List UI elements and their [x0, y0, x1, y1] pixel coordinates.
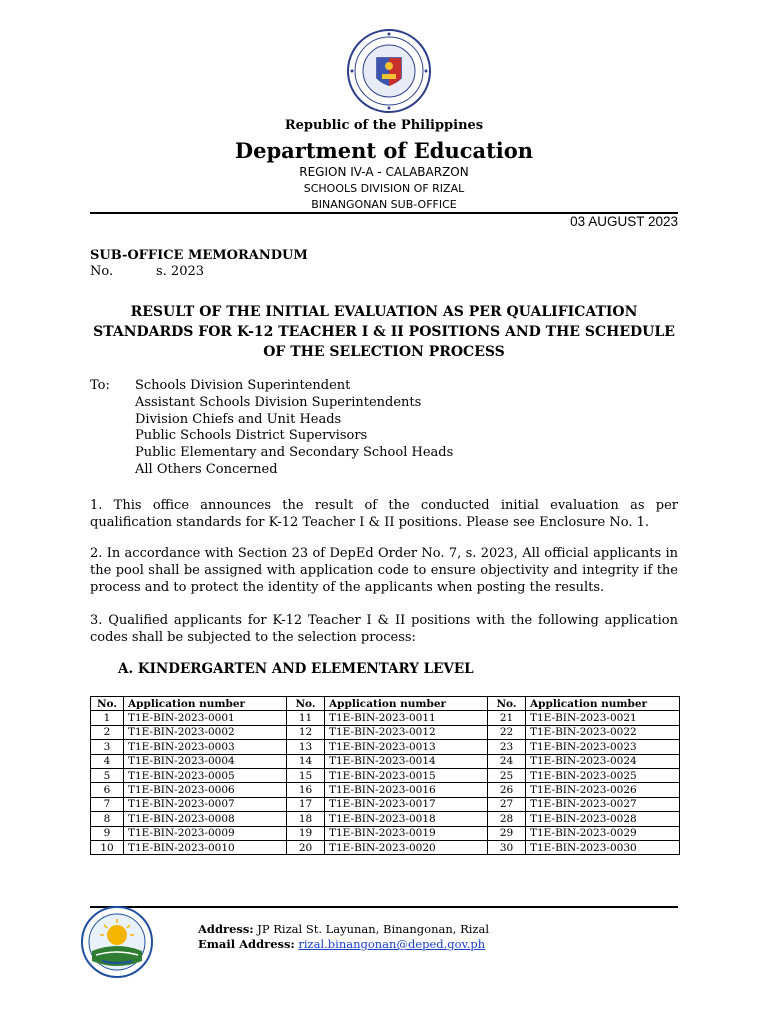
- section-a-heading: A. KINDERGARTEN AND ELEMENTARY LEVEL: [118, 661, 474, 677]
- division-heading: SCHOOLS DIVISION OF RIZAL: [303, 182, 465, 195]
- row-number-cell: 7: [91, 797, 124, 811]
- table-row: [91, 812, 680, 826]
- recipient-item: Public Schools District Supervisors: [135, 428, 368, 444]
- row-number-cell: 11: [287, 711, 325, 725]
- application-number-cell: T1E-BIN-2023-0010: [124, 840, 287, 854]
- application-number-cell: T1E-BIN-2023-0025: [526, 768, 680, 782]
- memo-no-label: No.: [90, 264, 114, 279]
- row-number-cell: 19: [287, 826, 325, 840]
- application-number-cell: T1E-BIN-2023-0001: [124, 711, 287, 725]
- sdo-rizal-logo-icon: [80, 905, 154, 979]
- application-number-cell: T1E-BIN-2023-0006: [124, 783, 287, 797]
- application-number-cell: T1E-BIN-2023-0022: [526, 725, 680, 739]
- application-number-cell: T1E-BIN-2023-0030: [526, 840, 680, 854]
- table-row: [91, 797, 680, 811]
- row-number-cell: 3: [91, 740, 124, 754]
- application-number-cell: T1E-BIN-2023-0023: [526, 740, 680, 754]
- row-number-cell: 30: [488, 840, 526, 854]
- table-row: [91, 826, 680, 840]
- row-number-cell: 23: [488, 740, 526, 754]
- row-number-cell: 8: [91, 812, 124, 826]
- recipient-item: Assistant Schools Division Superintendents: [135, 394, 422, 410]
- recipient-item: Division Chiefs and Unit Heads: [135, 411, 342, 427]
- application-number-cell: T1E-BIN-2023-0003: [124, 740, 287, 754]
- address-label: Address:: [198, 922, 254, 936]
- row-number-cell: 5: [91, 768, 124, 782]
- table-row: [91, 783, 680, 797]
- application-number-cell: T1E-BIN-2023-0012: [325, 725, 488, 739]
- application-number-cell: T1E-BIN-2023-0011: [325, 711, 488, 725]
- table-row: [91, 754, 680, 768]
- application-number-cell: T1E-BIN-2023-0014: [325, 754, 488, 768]
- paragraph-2: 2. In accordance with Section 23 of DepEd Order No. 7, s. 2023, All official applicants in the pool shall be assigned with application code to ensure objectivity and integrity if the process and to protect the identity of the applicants when posting the results.: [90, 546, 678, 595]
- row-number-cell: 17: [287, 797, 325, 811]
- application-number-cell: T1E-BIN-2023-0016: [325, 783, 488, 797]
- table-row: [91, 740, 680, 754]
- table-row: [91, 840, 680, 854]
- row-number-cell: 14: [287, 754, 325, 768]
- application-number-cell: T1E-BIN-2023-0009: [124, 826, 287, 840]
- application-number-cell: T1E-BIN-2023-0029: [526, 826, 680, 840]
- row-number-cell: 20: [287, 840, 325, 854]
- column-header: Application number: [124, 697, 287, 711]
- table-header-row: [91, 697, 680, 711]
- paragraph-1: 1. This office announces the result of the conducted initial evaluation as per qualification standards for K-12 Teacher I & II positions. Please see Enclosure No. 1.: [90, 498, 678, 530]
- application-number-cell: T1E-BIN-2023-0015: [325, 768, 488, 782]
- application-table: [90, 696, 680, 855]
- row-number-cell: 1: [91, 711, 124, 725]
- column-header: Application number: [325, 697, 488, 711]
- row-number-cell: 10: [91, 840, 124, 854]
- application-number-cell: T1E-BIN-2023-0020: [325, 840, 488, 854]
- table-row: [91, 711, 680, 725]
- row-number-cell: 24: [488, 754, 526, 768]
- row-number-cell: 12: [287, 725, 325, 739]
- paragraph-3: 3. Qualified applicants for K-12 Teacher I & II positions with the following application codes shall be subjected to the selection process:: [90, 613, 678, 645]
- application-number-cell: T1E-BIN-2023-0018: [325, 812, 488, 826]
- email-label: Email Address:: [198, 937, 295, 951]
- row-number-cell: 16: [287, 783, 325, 797]
- row-number-cell: 18: [287, 812, 325, 826]
- application-number-cell: T1E-BIN-2023-0017: [325, 797, 488, 811]
- row-number-cell: 28: [488, 812, 526, 826]
- row-number-cell: 22: [488, 725, 526, 739]
- application-number-cell: T1E-BIN-2023-0021: [526, 711, 680, 725]
- row-number-cell: 4: [91, 754, 124, 768]
- recipient-item: All Others Concerned: [135, 461, 278, 477]
- row-number-cell: 26: [488, 783, 526, 797]
- application-number-cell: T1E-BIN-2023-0004: [124, 754, 287, 768]
- memo-year: s. 2023: [156, 264, 205, 279]
- application-number-cell: T1E-BIN-2023-0019: [325, 826, 488, 840]
- row-number-cell: 15: [287, 768, 325, 782]
- column-header: No.: [91, 697, 124, 711]
- footer-divider: [90, 906, 678, 908]
- application-number-cell: T1E-BIN-2023-0028: [526, 812, 680, 826]
- recipient-item: Schools Division Superintendent: [135, 378, 351, 393]
- table-row: [91, 725, 680, 739]
- row-number-cell: 21: [488, 711, 526, 725]
- row-number-cell: 29: [488, 826, 526, 840]
- memo-subject: RESULT OF THE INITIAL EVALUATION AS PER QUALIFICATION STANDARDS FOR K-12 TEACHER I & II POSITIONS AND THE SCHEDULE OF THE SELECTION PROCESS: [93, 304, 675, 360]
- application-number-cell: T1E-BIN-2023-0027: [526, 797, 680, 811]
- table-row: [91, 768, 680, 782]
- memo-title: SUB-OFFICE MEMORANDUM: [90, 248, 308, 263]
- row-number-cell: 25: [488, 768, 526, 782]
- row-number-cell: 6: [91, 783, 124, 797]
- memo-date: 03 AUGUST 2023: [570, 214, 678, 229]
- recipient-item: Public Elementary and Secondary School Heads: [135, 445, 454, 461]
- suboffice-heading: BINANGONAN SUB-OFFICE: [311, 198, 457, 211]
- column-header: No.: [287, 697, 325, 711]
- column-header: Application number: [526, 697, 680, 711]
- recipient-list: [135, 378, 453, 479]
- footer-email: [198, 937, 485, 951]
- republic-heading: Republic of the Philippines: [284, 118, 484, 133]
- memo-number: [90, 264, 205, 279]
- to-label: To:: [90, 378, 110, 393]
- department-heading: Department of Education: [234, 138, 534, 163]
- column-header: No.: [488, 697, 526, 711]
- row-number-cell: 13: [287, 740, 325, 754]
- application-number-cell: T1E-BIN-2023-0013: [325, 740, 488, 754]
- row-number-cell: 27: [488, 797, 526, 811]
- row-number-cell: 9: [91, 826, 124, 840]
- application-number-cell: T1E-BIN-2023-0026: [526, 783, 680, 797]
- email-link[interactable]: rizal.binangonan@deped.gov.ph: [298, 937, 486, 951]
- region-heading: REGION IV-A - CALABARZON: [299, 165, 469, 179]
- application-number-cell: T1E-BIN-2023-0007: [124, 797, 287, 811]
- row-number-cell: 2: [91, 725, 124, 739]
- application-number-cell: T1E-BIN-2023-0005: [124, 768, 287, 782]
- application-number-cell: T1E-BIN-2023-0008: [124, 812, 287, 826]
- footer-address: [198, 922, 489, 936]
- application-number-cell: T1E-BIN-2023-0002: [124, 725, 287, 739]
- deped-seal-icon: [346, 28, 432, 114]
- application-number-cell: T1E-BIN-2023-0024: [526, 754, 680, 768]
- address-value: JP Rizal St. Layunan, Binangonan, Rizal: [257, 922, 490, 936]
